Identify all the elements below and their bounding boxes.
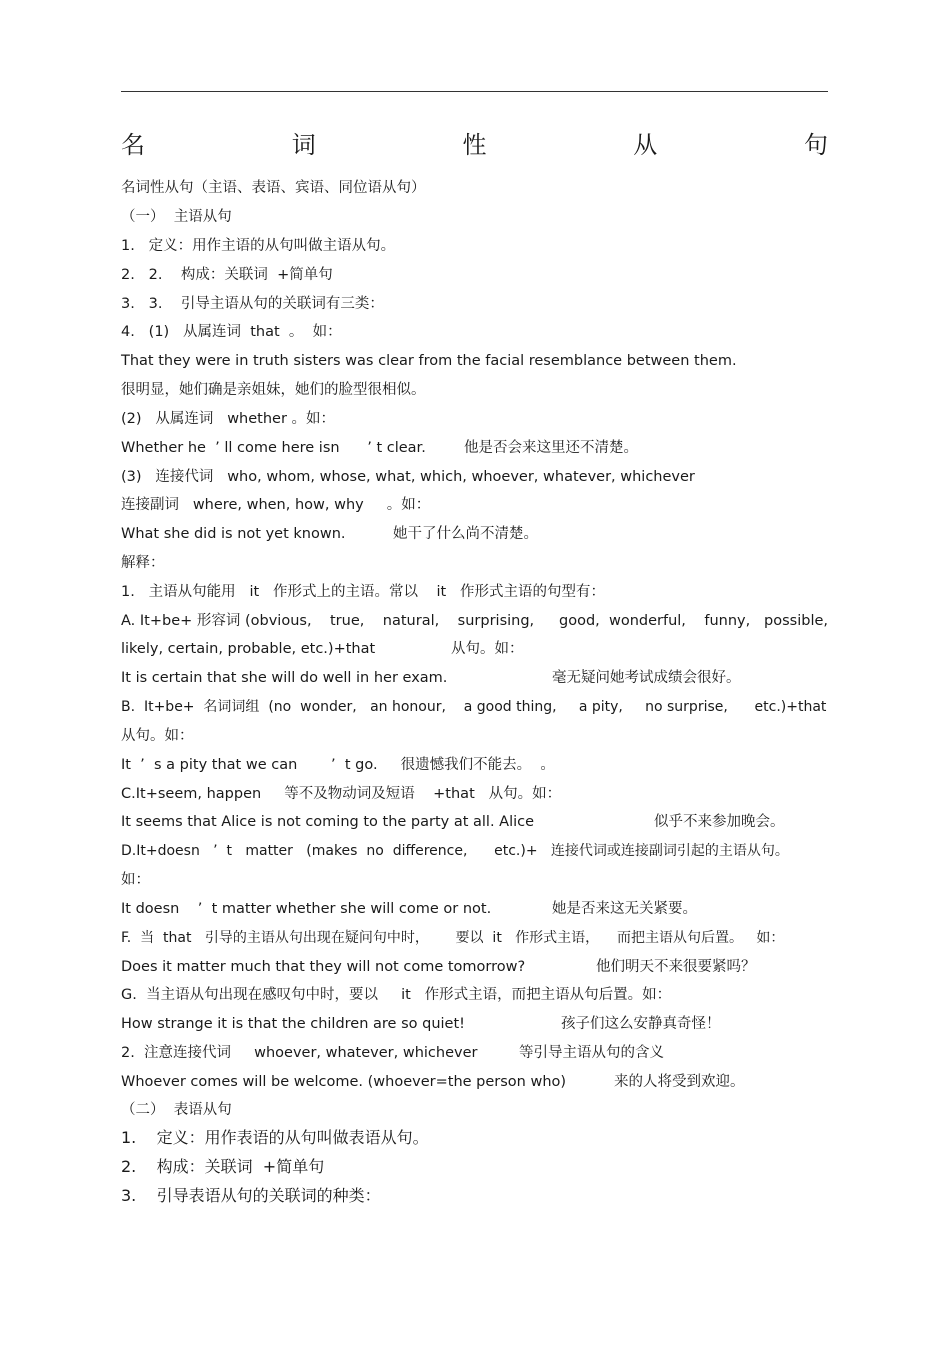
example-text: What she did is not yet known. bbox=[121, 526, 346, 542]
example-row bbox=[121, 899, 828, 919]
example-row bbox=[121, 668, 828, 688]
title-char: 句 bbox=[804, 131, 828, 159]
text-line: 连接副词 where, when, how, why 。如： bbox=[121, 497, 431, 513]
text-line: 4. (1) 从属连词 that 。 如： bbox=[121, 324, 342, 340]
example-row bbox=[121, 957, 828, 977]
text-segment: A. It+be+ 形容词 (obvious, true, natural, surprising, bbox=[121, 613, 535, 629]
text-line: 3. 3. 引导主语从句的关联词有三类： bbox=[121, 296, 384, 312]
example-row bbox=[121, 812, 828, 832]
text-line: 2. 注意连接代词 whoever, whatever, whichever 等引导主语从句的含义 bbox=[121, 1045, 664, 1061]
text-line: 如： bbox=[121, 872, 150, 888]
example-text: It seems that Alice is not coming to the party at all. Alice bbox=[121, 814, 535, 830]
text-line: 2. 构成：关联词 +简单句 bbox=[121, 1157, 325, 1176]
translation-text: ’ t go. 很遗憾我们不能去。 。 bbox=[331, 757, 555, 773]
text-line: (2) 从属连词 whether 。如： bbox=[121, 411, 336, 427]
section-heading: （二） 表语从句 bbox=[121, 1102, 232, 1118]
translation-text: 他们明天不来很要紧吗？ bbox=[596, 959, 756, 975]
header-rule bbox=[121, 91, 828, 92]
text-row bbox=[121, 639, 828, 659]
translation-text: 来的人将受到欢迎。 bbox=[614, 1074, 745, 1090]
example-row bbox=[121, 755, 828, 775]
title-char: 名 bbox=[121, 131, 145, 159]
text-segment: 从句。如： bbox=[451, 641, 524, 657]
page-title bbox=[121, 130, 828, 160]
text-line: 解释： bbox=[121, 555, 165, 571]
text-line: D.It+doesn ’ t matter (makes no difference, etc.)+ 连接代词或连接副词引起的主语从句。 bbox=[121, 843, 789, 859]
title-char: 从 bbox=[633, 131, 658, 159]
text-line: C.It+seem, happen 等不及物动词及短语 +that 从句。如： bbox=[121, 786, 562, 802]
example-text: It ’ s a pity that we can bbox=[121, 757, 298, 773]
text-line: 3. 引导表语从句的关联词的种类： bbox=[121, 1186, 381, 1205]
text-line: B. It+be+ 名词词组 (no wonder, an honour, a good thing, a pity, no surprise, etc.)+that bbox=[121, 699, 827, 715]
example-text: It doesn ’ t matter whether she will come or not. bbox=[121, 901, 492, 917]
example-text: Whether he ’ ll come here isn ’ t clear. bbox=[121, 440, 426, 456]
example-line: That they were in truth sisters was clear from the facial resemblance between them. bbox=[121, 353, 737, 369]
text-row bbox=[121, 611, 828, 631]
translation-text: 毫无疑问她考试成绩会很好。 bbox=[552, 670, 741, 686]
example-text: It is certain that she will do well in her exam. bbox=[121, 670, 448, 686]
text-line: 2. 2. 构成：关联词 +简单句 bbox=[121, 267, 333, 283]
text-line: (3) 连接代词 who, whom, whose, what, which, whoever, whatever, whichever bbox=[121, 469, 695, 485]
text-line: G. 当主语从句出现在感叹句中时，要以 it 作形式主语，而把主语从句后置。如： bbox=[121, 987, 672, 1003]
text-line: 1. 定义：用作表语的从句叫做表语从句。 bbox=[121, 1128, 429, 1147]
translation-text: 她干了什么尚不清楚。 bbox=[393, 526, 538, 542]
text-line: F. 当 that 引导的主语从句出现在疑问句中时， 要以 it 作形式主语， 而把主语从句后置。 如： bbox=[121, 930, 785, 946]
example-row bbox=[121, 1014, 828, 1034]
translation-line: 很明显，她们确是亲姐妹，她们的脸型很相似。 bbox=[121, 382, 426, 398]
translation-text: 似乎不来参加晚会。 bbox=[654, 814, 785, 830]
text-line: 从句。如： bbox=[121, 728, 194, 744]
example-text: Does it matter much that they will not come tomorrow? bbox=[121, 959, 526, 975]
example-row bbox=[121, 1072, 828, 1092]
example-text: How strange it is that the children are so quiet! bbox=[121, 1016, 465, 1032]
text-line: 1. 定义：用作主语的从句叫做主语从句。 bbox=[121, 238, 396, 254]
subtitle-line: 名词性从句（主语、表语、宾语、同位语从句） bbox=[121, 180, 426, 196]
text-line: 1. 主语从句能用 it 作形式上的主语。常以 it 作形式主语的句型有： bbox=[121, 584, 606, 600]
text-segment: good, wonderful, funny, possible, bbox=[559, 613, 829, 629]
title-char: 词 bbox=[291, 131, 316, 159]
translation-text: 孩子们这么安静真奇怪！ bbox=[561, 1016, 721, 1032]
text-segment: likely, certain, probable, etc.)+that bbox=[121, 641, 376, 657]
example-row bbox=[121, 438, 828, 458]
example-text: Whoever comes will be welcome. (whoever=the person who) bbox=[121, 1074, 567, 1090]
title-char: 性 bbox=[462, 131, 487, 159]
translation-text: 他是否会来这里还不清楚。 bbox=[464, 440, 638, 456]
section-heading: （一） 主语从句 bbox=[121, 209, 232, 225]
translation-text: 她是否来这无关紧要。 bbox=[552, 901, 697, 917]
example-row bbox=[121, 524, 828, 544]
